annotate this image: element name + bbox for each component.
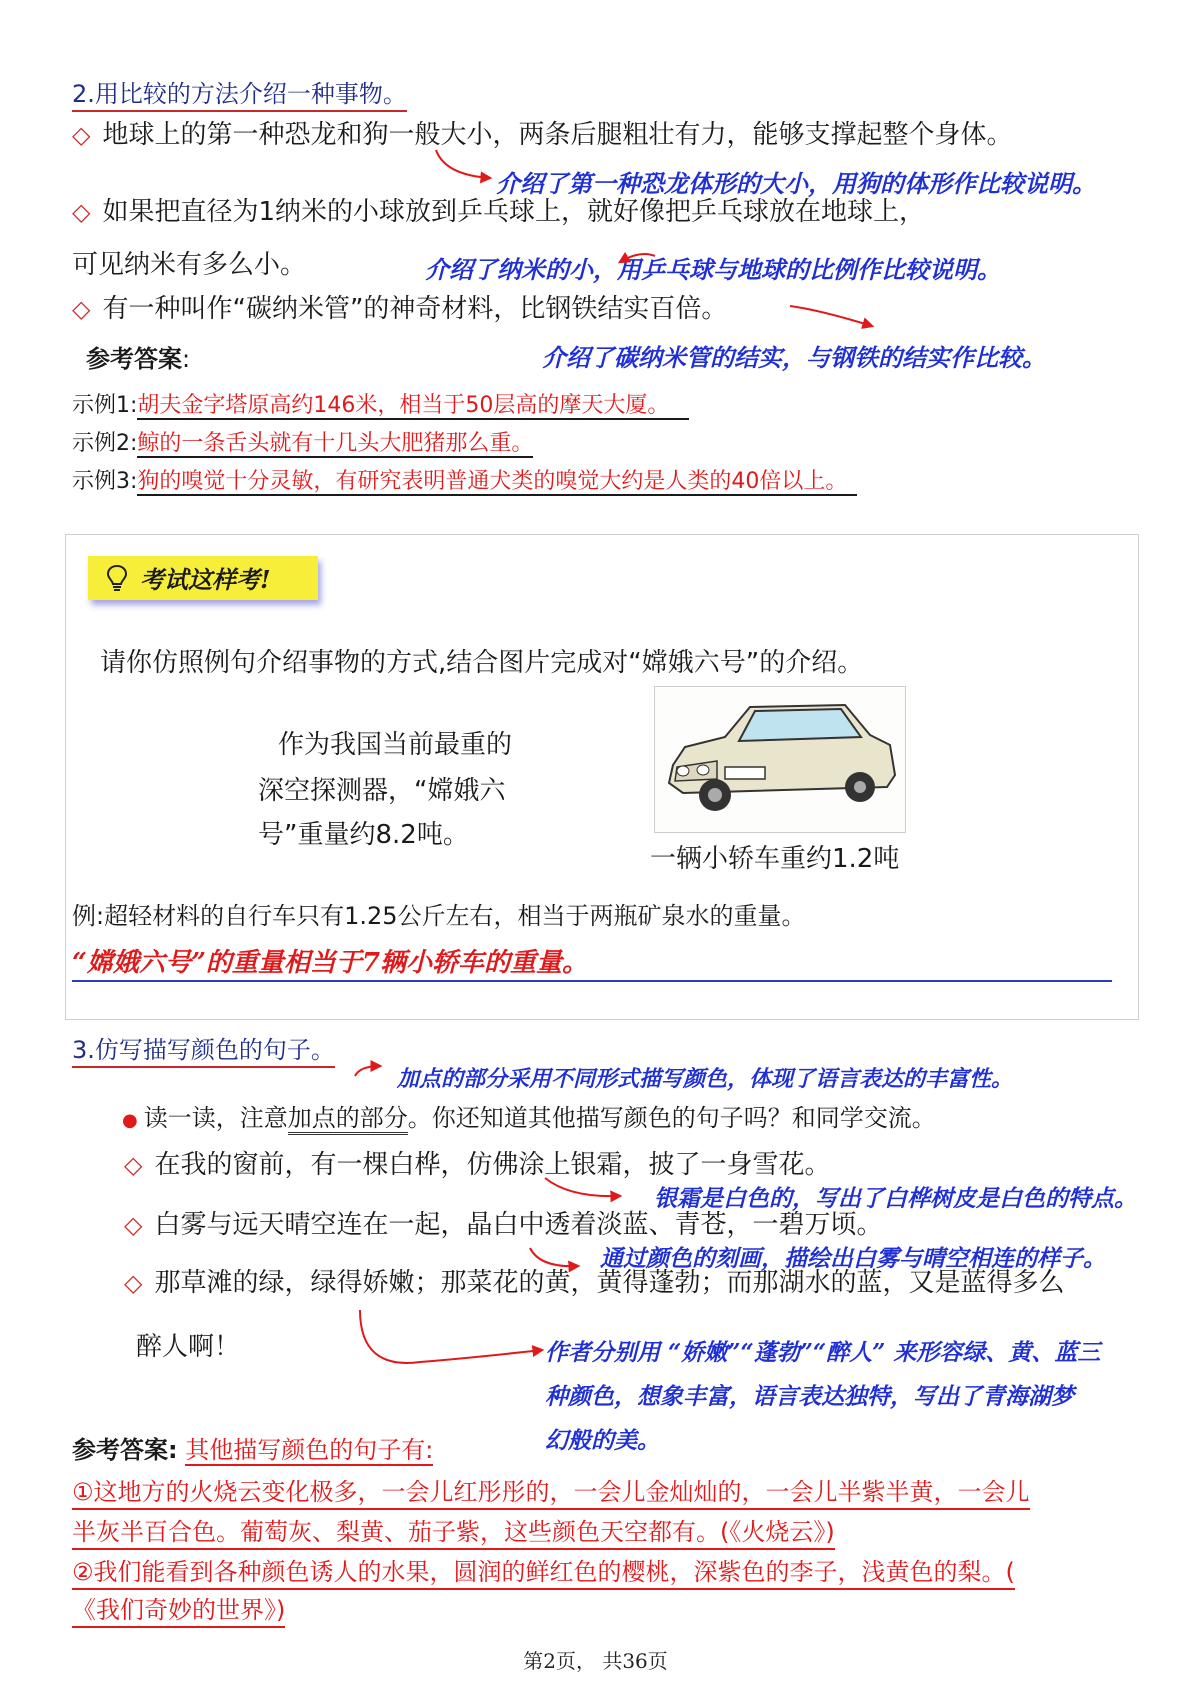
exam-tag-text: 考试这样考! xyxy=(140,565,271,594)
exam-answer: “嫦娥六号”的重量相当于7辆小轿车的重量。 xyxy=(72,946,1112,982)
diamond-bullet-icon: ◇ xyxy=(124,1211,143,1239)
color-note-2: 通过颜色的刻画，描绘出白雾与晴空相连的样子。 xyxy=(600,1245,1106,1272)
section3-top-note: 加点的部分采用不同形式描写颜色，体现了语言表达的丰富性。 xyxy=(397,1066,1014,1092)
answer-1-line2: 半灰半百合色。葡萄灰、梨黄、茄子紫，这些颜色天空都有。(《火烧云》) xyxy=(72,1516,835,1550)
color-sentence-2: ◇ 白雾与远天晴空连在一起，晶白中透着淡蓝、青苍，一碧万顷。 xyxy=(124,1210,883,1240)
bullet-icon: ● xyxy=(122,1110,138,1131)
color-note-3-line2: 种颜色，想象丰富，语言表达独特，写出了青海湖梦 xyxy=(545,1383,1074,1410)
chang-e-text-3: 号”重量约8.2吨。 xyxy=(258,820,469,850)
sentence-3-text: 有一种叫作“碳纳米管”的神奇材料，比钢铁结实百倍。 xyxy=(102,294,728,324)
example-3: 示例3:狗的嗅觉十分灵敏，有研究表明普通犬类的嗅觉大约是人类的40倍以上。 xyxy=(72,467,857,497)
diamond-bullet-icon: ◇ xyxy=(72,198,91,226)
note-1: 介绍了第一种恐龙体形的大小，用狗的体形作比较说明。 xyxy=(496,169,1096,198)
color-note-1: 银霜是白色的，写出了白桦树皮是白色的特点。 xyxy=(654,1185,1137,1212)
car-caption: 一辆小轿车重约1.2吨 xyxy=(650,844,900,874)
color-note-3-line3: 幻般的美。 xyxy=(545,1427,660,1454)
exam-example: 例:超轻材料的自行车只有1.25公斤左右，相当于两瓶矿泉水的重量。 xyxy=(72,902,806,930)
sentence-1-text: 地球上的第一种恐龙和狗一般大小，两条后腿粗壮有力，能够支撑起整个身体。 xyxy=(102,120,1013,150)
answer-2-line1: ②我们能看到各种颜色诱人的水果，圆润的鲜红色的樱桃，深紫色的李子，浅黄色的梨。( xyxy=(72,1556,1015,1590)
color-sentence-3: ◇ 那草滩的绿，绿得娇嫩；那菜花的黄，黄得蓬勃；而那湖水的蓝，又是蓝得多么 xyxy=(124,1268,1065,1298)
reference-answer-label: 参考答案: xyxy=(86,345,191,373)
section3-title: 3.仿写描写颜色的句子。 xyxy=(72,1030,335,1068)
diamond-bullet-icon: ◇ xyxy=(124,1269,143,1297)
page-footer: 第2页， 共36页 xyxy=(523,1649,668,1673)
color-sentence-1: ◇ 在我的窗前，有一棵白桦，仿佛涂上银霜，披了一身雪花。 xyxy=(124,1150,831,1180)
note-3: 介绍了碳纳米管的结实，与钢铁的结实作比较。 xyxy=(542,343,1046,372)
color-note-3-line1: 作者分别用 “娇嫩”“蓬勃”“醉人” 来形容绿、黄、蓝三 xyxy=(545,1339,1101,1366)
diamond-bullet-icon: ◇ xyxy=(72,295,91,323)
example-2: 示例2:鲸的一条舌头就有十几头大肥猪那么重。 xyxy=(72,431,534,456)
note-2: 介绍了纳米的小，用乒乓球与地球的比例作比较说明。 xyxy=(425,255,1001,284)
chang-e-text-1: 作为我国当前最重的 xyxy=(278,730,513,760)
section3-reference: 参考答案: 其他描写颜色的句子有: xyxy=(72,1436,434,1464)
exam-prompt: 请你仿照例句介绍事物的方式,结合图片完成对“嫦娥六号”的介绍。 xyxy=(100,648,864,678)
section2-title: 2.用比较的方法介绍一种事物。 xyxy=(72,74,407,112)
diamond-bullet-icon: ◇ xyxy=(124,1151,143,1179)
answer-1-line1: ①这地方的火烧云变化极多，一会儿红彤彤的，一会儿金灿灿的，一会儿半紫半黄，一会儿 xyxy=(72,1476,1030,1510)
sentence-2-line2: 可见纳米有多么小。 xyxy=(72,250,307,280)
read-instruction: ● 读一读，注意加点的部分。你还知道其他描写颜色的句子吗？和同学交流。 xyxy=(122,1102,936,1137)
color-sentence-3-line2: 醉人啊！ xyxy=(136,1332,241,1362)
answer-2-line2: 《我们奇妙的世界》) xyxy=(72,1594,285,1628)
diamond-bullet-icon: ◇ xyxy=(72,121,91,149)
chang-e-text-2: 深空探测器，“嫦娥六 xyxy=(258,776,506,806)
sentence-2-text: 如果把直径为1纳米的小球放到乒乓球上，就好像把乒乓球放在地球上， xyxy=(102,197,926,227)
example-1: 示例1:胡夫金字塔原高约146米，相当于50层高的摩天大厦。 xyxy=(72,391,689,421)
